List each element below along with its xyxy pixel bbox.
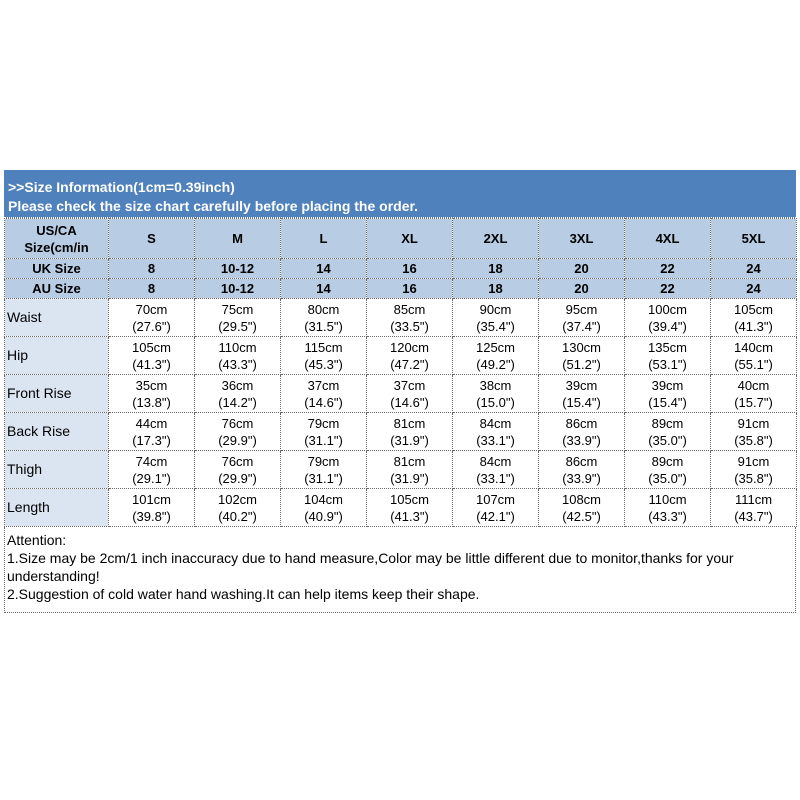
measurement-cell bbox=[453, 489, 539, 527]
measurement-row bbox=[5, 337, 797, 375]
cm-value: 79cm bbox=[307, 453, 340, 469]
au-size-cell: 24 bbox=[711, 279, 797, 299]
measurement-cell bbox=[109, 299, 195, 337]
cm-value: 81cm bbox=[393, 415, 426, 431]
inch-value: (55.1") bbox=[734, 356, 773, 372]
inch-value: (13.8") bbox=[132, 394, 171, 410]
uk-size-label: UK Size bbox=[5, 259, 109, 279]
header-instruction: Please check the size chart carefully before placing the order. bbox=[8, 198, 419, 214]
cm-value: 86cm bbox=[565, 453, 598, 469]
inch-value: (15.4") bbox=[648, 394, 687, 410]
cm-value: 135cm bbox=[647, 339, 688, 355]
measurement-cell bbox=[453, 413, 539, 451]
measurement-cell bbox=[539, 375, 625, 413]
uk-size-cell: 18 bbox=[453, 259, 539, 279]
au-size-cell: 20 bbox=[539, 279, 625, 299]
inch-value: (33.5") bbox=[390, 318, 429, 334]
inch-value: (29.5") bbox=[218, 318, 257, 334]
uk-size-cell: 24 bbox=[711, 259, 797, 279]
cm-value: 110cm bbox=[218, 339, 257, 355]
measurement-cell bbox=[367, 337, 453, 375]
inch-value: (33.1") bbox=[476, 470, 515, 486]
cm-value: 80cm bbox=[307, 301, 340, 317]
measurement-cell bbox=[453, 375, 539, 413]
cm-value: 79cm bbox=[307, 415, 340, 431]
measurement-cell bbox=[195, 337, 281, 375]
inch-value: (29.1") bbox=[132, 470, 171, 486]
measurement-cell bbox=[195, 299, 281, 337]
cm-value: 76cm bbox=[221, 415, 254, 431]
cm-value: 101cm bbox=[131, 491, 172, 507]
inch-value: (41.3") bbox=[132, 356, 171, 372]
measurement-cell bbox=[281, 413, 367, 451]
measurement-cell bbox=[367, 451, 453, 489]
inch-value: (53.1") bbox=[648, 356, 687, 372]
inch-value: (51.2") bbox=[562, 356, 601, 372]
au-size-label: AU Size bbox=[5, 279, 109, 299]
cm-value: 105cm bbox=[733, 301, 774, 317]
inch-value: (43.3") bbox=[218, 356, 257, 372]
inch-value: (31.9") bbox=[390, 470, 429, 486]
cm-value: 75cm bbox=[221, 301, 254, 317]
inch-value: (35.8") bbox=[734, 470, 773, 486]
attention-note-2: 2.Suggestion of cold water hand washing.It can help items keep their shape. bbox=[7, 586, 480, 602]
cm-value: 91cm bbox=[737, 453, 770, 469]
measurement-cell bbox=[539, 413, 625, 451]
au-size-row bbox=[5, 279, 797, 299]
measurement-cell bbox=[281, 337, 367, 375]
cm-value: 140cm bbox=[733, 339, 774, 355]
inch-value: (39.4") bbox=[648, 318, 687, 334]
cm-value: 39cm bbox=[565, 377, 598, 393]
cm-value: 89cm bbox=[651, 453, 684, 469]
inch-value: (43.3") bbox=[648, 508, 687, 524]
uk-size-cell: 20 bbox=[539, 259, 625, 279]
cm-value: 84cm bbox=[479, 453, 512, 469]
cm-value: 84cm bbox=[479, 415, 512, 431]
inch-value: (49.2") bbox=[476, 356, 515, 372]
measurement-row bbox=[5, 413, 797, 451]
measurement-cell bbox=[453, 299, 539, 337]
inch-value: (42.1") bbox=[476, 508, 515, 524]
inch-value: (47.2") bbox=[390, 356, 429, 372]
inch-value: (31.1") bbox=[304, 432, 343, 448]
measurement-cell bbox=[281, 489, 367, 527]
uk-size-cell: 14 bbox=[281, 259, 367, 279]
cm-value: 86cm bbox=[565, 415, 598, 431]
cm-value: 102cm bbox=[217, 491, 258, 507]
uk-size-cell: 22 bbox=[625, 259, 711, 279]
size-header-cell: 3XL bbox=[539, 219, 625, 259]
size-row bbox=[5, 219, 797, 259]
cm-value: 125cm bbox=[475, 339, 516, 355]
cm-value: 105cm bbox=[389, 491, 430, 507]
cm-value: 35cm bbox=[135, 377, 168, 393]
inch-value: (29.9") bbox=[218, 470, 257, 486]
inch-value: (14.6") bbox=[390, 394, 429, 410]
inch-value: (35.0") bbox=[648, 432, 687, 448]
size-header-cell: M bbox=[195, 219, 281, 259]
inch-value: (37.4") bbox=[562, 318, 601, 334]
inch-value: (14.6") bbox=[304, 394, 343, 410]
attention-notes bbox=[4, 527, 796, 613]
measurement-cell bbox=[195, 375, 281, 413]
measurement-cell bbox=[625, 299, 711, 337]
size-header-cell: L bbox=[281, 219, 367, 259]
size-header-cell: 4XL bbox=[625, 219, 711, 259]
inch-value: (42.5") bbox=[562, 508, 601, 524]
measurement-cell bbox=[281, 375, 367, 413]
au-size-cell: 14 bbox=[281, 279, 367, 299]
header-title: >>Size Information(1cm=0.39inch) bbox=[8, 179, 235, 195]
size-chart bbox=[4, 170, 796, 613]
measurement-cell bbox=[195, 489, 281, 527]
inch-value: (39.8") bbox=[132, 508, 171, 524]
measurement-row bbox=[5, 299, 797, 337]
measurement-cell bbox=[625, 489, 711, 527]
uk-size-cell: 16 bbox=[367, 259, 453, 279]
measurement-cell bbox=[539, 337, 625, 375]
measurement-cell bbox=[711, 375, 797, 413]
inch-value: (15.7") bbox=[734, 394, 773, 410]
cm-value: 111cm bbox=[734, 491, 773, 507]
measurement-cell bbox=[367, 489, 453, 527]
inch-value: (41.3") bbox=[734, 318, 773, 334]
measurement-cell bbox=[453, 337, 539, 375]
inch-value: (14.2") bbox=[218, 394, 257, 410]
inch-value: (33.1") bbox=[476, 432, 515, 448]
measurement-label: Hip bbox=[5, 337, 109, 375]
size-header-cell: 2XL bbox=[453, 219, 539, 259]
cm-value: 115cm bbox=[304, 339, 343, 355]
cm-value: 37cm bbox=[307, 377, 340, 393]
measurement-cell bbox=[539, 489, 625, 527]
measurement-cell bbox=[195, 413, 281, 451]
cm-value: 107cm bbox=[475, 491, 516, 507]
inch-value: (17.3") bbox=[132, 432, 171, 448]
inch-value: (15.4") bbox=[562, 394, 601, 410]
measurement-cell bbox=[711, 413, 797, 451]
measurement-cell bbox=[109, 489, 195, 527]
cm-value: 91cm bbox=[737, 415, 770, 431]
measurement-cell bbox=[539, 299, 625, 337]
measurement-cell bbox=[625, 337, 711, 375]
cm-value: 37cm bbox=[393, 377, 426, 393]
inch-value: (35.0") bbox=[648, 470, 687, 486]
measurement-row bbox=[5, 451, 797, 489]
size-header-cell: 5XL bbox=[711, 219, 797, 259]
cm-value: 38cm bbox=[479, 377, 512, 393]
cm-value: 39cm bbox=[651, 377, 684, 393]
size-header-cell: S bbox=[109, 219, 195, 259]
size-header-cell: XL bbox=[367, 219, 453, 259]
cm-value: 90cm bbox=[479, 301, 512, 317]
measurement-label: Back Rise bbox=[5, 413, 109, 451]
inch-value: (29.9") bbox=[218, 432, 257, 448]
cm-value: 70cm bbox=[135, 301, 168, 317]
inch-value: (45.3") bbox=[304, 356, 343, 372]
au-size-cell: 16 bbox=[367, 279, 453, 299]
inch-value: (41.3") bbox=[390, 508, 429, 524]
inch-value: (35.8") bbox=[734, 432, 773, 448]
cm-value: 76cm bbox=[221, 453, 254, 469]
measurement-label: Waist bbox=[5, 299, 109, 337]
measurement-cell bbox=[367, 375, 453, 413]
inch-value: (33.9") bbox=[562, 470, 601, 486]
cm-value: 105cm bbox=[131, 339, 172, 355]
cm-value: 89cm bbox=[651, 415, 684, 431]
cm-value: 74cm bbox=[135, 453, 168, 469]
measurement-label: Thigh bbox=[5, 451, 109, 489]
inch-value: (33.9") bbox=[562, 432, 601, 448]
inch-value: (31.9") bbox=[390, 432, 429, 448]
measurement-cell bbox=[711, 451, 797, 489]
measurement-cell bbox=[625, 451, 711, 489]
measurement-cell bbox=[109, 413, 195, 451]
measurement-row bbox=[5, 489, 797, 527]
measurement-row bbox=[5, 375, 797, 413]
inch-value: (31.5") bbox=[304, 318, 343, 334]
cm-value: 130cm bbox=[561, 339, 602, 355]
measurement-cell bbox=[109, 375, 195, 413]
inch-value: (31.1") bbox=[304, 470, 343, 486]
uk-size-cell: 8 bbox=[109, 259, 195, 279]
measurement-cell bbox=[109, 337, 195, 375]
inch-value: (43.7") bbox=[734, 508, 773, 524]
cm-value: 110cm bbox=[648, 491, 687, 507]
uk-size-cell: 10-12 bbox=[195, 259, 281, 279]
measurement-label: Length bbox=[5, 489, 109, 527]
measurement-cell bbox=[625, 375, 711, 413]
measurement-cell bbox=[711, 489, 797, 527]
measurement-cell bbox=[281, 451, 367, 489]
cm-value: 95cm bbox=[565, 301, 598, 317]
inch-value: (35.4") bbox=[476, 318, 515, 334]
measurement-label: Front Rise bbox=[5, 375, 109, 413]
cm-value: 40cm bbox=[737, 377, 770, 393]
measurement-cell bbox=[711, 299, 797, 337]
cm-value: 108cm bbox=[561, 491, 602, 507]
inch-value: (40.2") bbox=[218, 508, 257, 524]
measurement-cell bbox=[539, 451, 625, 489]
inch-value: (40.9") bbox=[304, 508, 343, 524]
au-size-cell: 18 bbox=[453, 279, 539, 299]
uk-size-row bbox=[5, 259, 797, 279]
size-table bbox=[4, 218, 797, 527]
cm-value: 104cm bbox=[303, 491, 344, 507]
size-row-label: US/CA Size(cm/in bbox=[5, 219, 109, 259]
au-size-cell: 10-12 bbox=[195, 279, 281, 299]
inch-value: (15.0") bbox=[476, 394, 515, 410]
size-info-header bbox=[4, 170, 796, 218]
au-size-cell: 22 bbox=[625, 279, 711, 299]
measurement-cell bbox=[281, 299, 367, 337]
measurement-cell bbox=[367, 299, 453, 337]
attention-note-1: 1.Size may be 2cm/1 inch inaccuracy due to hand measure,Color may be little different due to monitor,thanks for your understanding! bbox=[7, 550, 734, 584]
measurement-cell bbox=[109, 451, 195, 489]
inch-value: (27.6") bbox=[132, 318, 171, 334]
attention-title: Attention: bbox=[7, 532, 67, 548]
cm-value: 81cm bbox=[393, 453, 426, 469]
measurement-cell bbox=[367, 413, 453, 451]
measurement-cell bbox=[453, 451, 539, 489]
measurement-cell bbox=[625, 413, 711, 451]
au-size-cell: 8 bbox=[109, 279, 195, 299]
measurement-cell bbox=[195, 451, 281, 489]
cm-value: 100cm bbox=[647, 301, 688, 317]
cm-value: 85cm bbox=[393, 301, 426, 317]
cm-value: 36cm bbox=[221, 377, 254, 393]
cm-value: 44cm bbox=[135, 415, 168, 431]
cm-value: 120cm bbox=[389, 339, 430, 355]
measurement-cell bbox=[711, 337, 797, 375]
